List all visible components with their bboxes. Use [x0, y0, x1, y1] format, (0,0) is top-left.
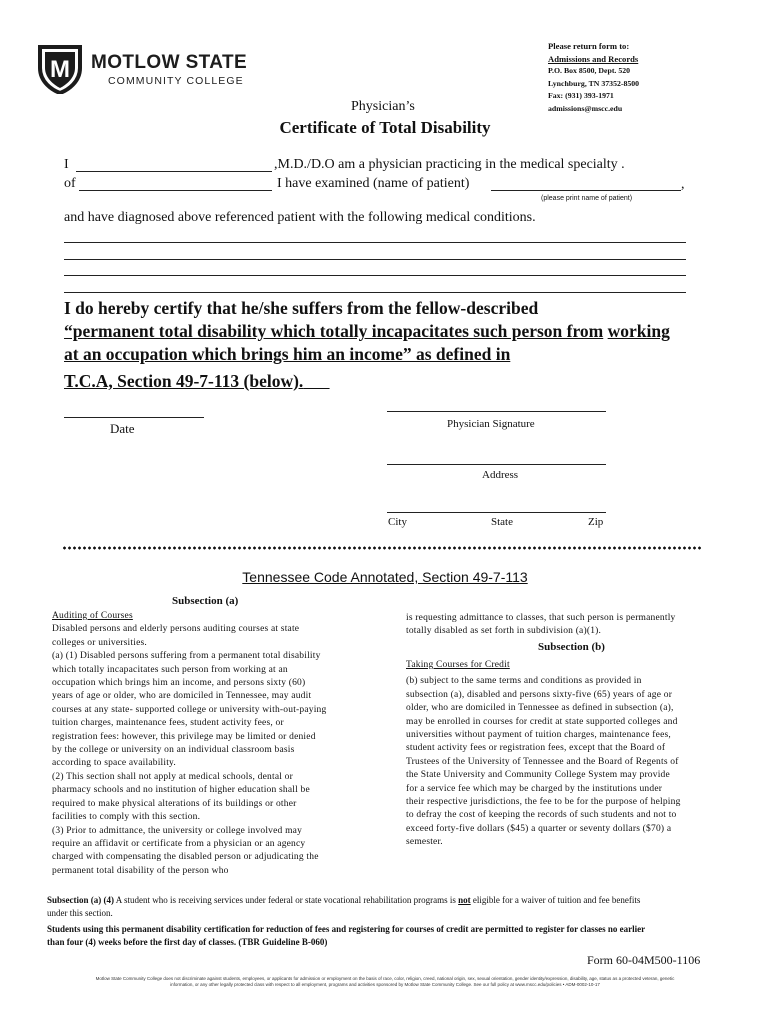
left-line: permanent total disability of the person who [52, 865, 229, 876]
condition-line-4[interactable] [64, 292, 686, 293]
return-line-city: Lynchburg, TN 37352-8500 [548, 78, 640, 88]
left-line: required to make physical alterations of its buildings or other [52, 798, 297, 809]
physician-signature-field[interactable] [387, 411, 606, 412]
certification-statement [64, 297, 704, 393]
right-line: exceed forty-five dollars ($45) a quarter or seventy dollars ($70) a [406, 823, 672, 834]
cert-line-2b: working [607, 321, 670, 341]
line2-suffix: I have examined (name of patient) [277, 176, 470, 191]
left-line: charged with compensating the disabled person or adjudicating the [52, 852, 319, 863]
right-line: their respective jurisdictions, the fee to be for the purpose of helping [406, 797, 681, 808]
state-label: State [491, 516, 513, 528]
right-line: for a service fee which may be charged by the institutions under [406, 783, 663, 794]
zip-label: Zip [588, 516, 604, 528]
date-field[interactable] [64, 417, 204, 418]
return-line-box: P.O. Box 8500, Dept. 520 [548, 66, 631, 75]
physician-name-field[interactable] [76, 171, 272, 172]
right-line: universities without payment of tuition charges, maintenance fees, [406, 730, 671, 741]
right-line: semester. [406, 837, 443, 848]
left-line: registration fees: however, this privilege may be limited or denied [52, 731, 316, 742]
patient-name-field[interactable] [491, 190, 681, 191]
right-top-line: is requesting admittance to classes, that such person is permanently [406, 613, 676, 623]
auditing-heading: Auditing of Courses [52, 611, 133, 621]
right-line: student activity fees or registration fees, except that the Board of [406, 743, 666, 754]
cert-line-3: at an occupation which brings him an income” as defined in [64, 344, 511, 364]
left-line: according to space availability. [52, 758, 176, 769]
footer-line-2: information, or any other legally protected class with respect to all employment, programs and activities sponsored by Motlow State Community College. See our full policy at www.mscc.edu/policies • ADM-0002-10-17 [170, 982, 600, 987]
address-label: Address [482, 469, 519, 481]
brand-subtitle: COMMUNITY COLLEGE [108, 75, 244, 87]
left-line: (3) Prior to admittance, the university or college involved may [52, 825, 303, 836]
credit-heading: Taking Courses for Credit [406, 660, 510, 670]
line2-prefix: of [64, 176, 76, 191]
diagnosed-statement: and have diagnosed above referenced patient with the following medical conditions. [64, 210, 536, 225]
students-line-2: than four (4) weeks before the first day of classes. (TBR Guideline B-060) [47, 936, 328, 947]
subsection-a-continued [406, 612, 676, 639]
condition-line-2[interactable] [64, 259, 686, 260]
form-subtitle: Physician’s [351, 99, 415, 114]
dotted-divider [62, 546, 702, 550]
cert-line-1: I do hereby certify that he/she suffers from the fellow-described [64, 298, 539, 318]
patient-name-hint: (please print name of patient) [541, 195, 633, 202]
left-line: require an affidavit or certificate from a physician or an agency [52, 838, 306, 849]
left-line: tuition charges, maintenance fees, student activity fees, or [52, 718, 284, 729]
college-logo [37, 44, 83, 94]
date-label: Date [110, 421, 135, 436]
subsection-a-heading: Subsection (a) [172, 595, 239, 607]
line1-suffix: ,M.D./D.O am a physician practicing in the medical specialty . [274, 157, 625, 172]
tca-title: Tennessee Code Annotated, Section 49-7-113 [242, 569, 528, 585]
footer-line-1: Motlow State Community College does not discriminate against students, employees, or applicants for admission or employment on the basis of race, color, religion, creed, national origin, sex, sexual orientation, gender identity/expression, disability, age, status as a protected veteran, genetic [95, 976, 675, 981]
address-field[interactable] [387, 464, 606, 465]
right-line: (b) subject to the same terms and conditions as provided in [406, 676, 642, 687]
subsection-b-heading: Subsection (b) [538, 641, 605, 653]
cert-line-2a: “permanent total disability which totally incapacitates such person from [64, 321, 604, 341]
right-line: to defray the cost of keeping the records of such students and not to [406, 810, 677, 821]
logo-letter: M [50, 56, 70, 83]
a4-not: not [458, 895, 471, 905]
brand-name: MOTLOW STATE [91, 52, 248, 73]
students-note [47, 923, 645, 948]
left-line: occupation which brings him an income, and persons sixty (60) [52, 678, 306, 689]
left-line: (a) (1) Disabled persons suffering from a permanent total disability [52, 651, 321, 662]
left-line: by the college or university on an individual classroom basis [52, 745, 295, 756]
left-line: pharmacy schools and no institution of higher education shall be [52, 785, 310, 796]
return-line-heading: Please return form to: [548, 41, 630, 51]
cert-line-4: T.C.A, Section 49-7-113 (below). [64, 371, 304, 391]
left-line: which totally incapacitates such person from working at an [52, 664, 288, 675]
left-line: (2) This section shall not apply at medical schools, dental or [52, 771, 293, 782]
condition-line-1[interactable] [64, 242, 686, 243]
right-line: subsection (a), disabled and persons sixty-five (65) years of age or [406, 689, 673, 700]
a4-text-3: under this section. [47, 907, 113, 918]
subsection-a-text [52, 610, 326, 878]
left-line: Disabled persons and elderly persons auditing courses at state [52, 624, 300, 635]
physician-signature-label: Physician Signature [447, 418, 535, 430]
city-state-zip-field[interactable] [387, 512, 606, 513]
comma: , [681, 177, 685, 192]
condition-line-3[interactable] [64, 275, 686, 276]
line1-prefix: I [64, 157, 69, 172]
right-line: Trustees of the University of Tennessee and the Board of Regents of [406, 756, 679, 767]
left-line: years of age or older, who are domiciled in Tennessee, may audit [52, 691, 312, 702]
students-line-1: Students using this permanent disability certification for reduction of fees and registering for courses of credit are permitted to register for classes no earlier [47, 924, 646, 934]
physician-practice-field[interactable] [79, 190, 272, 191]
return-line-fax: Fax: (931) 393-1971 [548, 91, 614, 100]
return-address [548, 40, 639, 115]
return-line-dept: Admissions and Records [548, 53, 639, 64]
right-line: may be enrolled in courses for credit at state supported colleges and [406, 716, 678, 727]
nondiscrimination-footer [40, 976, 730, 988]
a4-text-1: A student who is receiving services under federal or state vocational rehabilitation programs is [114, 895, 459, 905]
a4-text-2: eligible for a waiver of tuition and fee benefits [470, 895, 641, 905]
right-top-line: totally disabled as set forth in subdivision (a)(1). [406, 626, 602, 637]
left-line: facilities to comply with this section. [52, 812, 201, 823]
right-line: the State University and Community College System may provide [406, 770, 670, 781]
subsection-a4-note [47, 894, 640, 919]
a4-label: Subsection (a) (4) [47, 895, 114, 905]
left-line: colleges or universities. [52, 637, 147, 648]
left-line: courses at any state- supported college or university with-out-paying [52, 704, 327, 715]
form-number: Form 60-04M500-1106 [587, 953, 701, 967]
subsection-b-text [406, 659, 681, 850]
city-label: City [388, 516, 407, 528]
form-title: Certificate of Total Disability [279, 118, 491, 137]
shield-icon [37, 44, 83, 94]
right-line: older, who are domiciled in Tennessee as defined in subsection (a), [406, 703, 674, 714]
return-line-email: admissions@mscc.edu [548, 103, 623, 113]
